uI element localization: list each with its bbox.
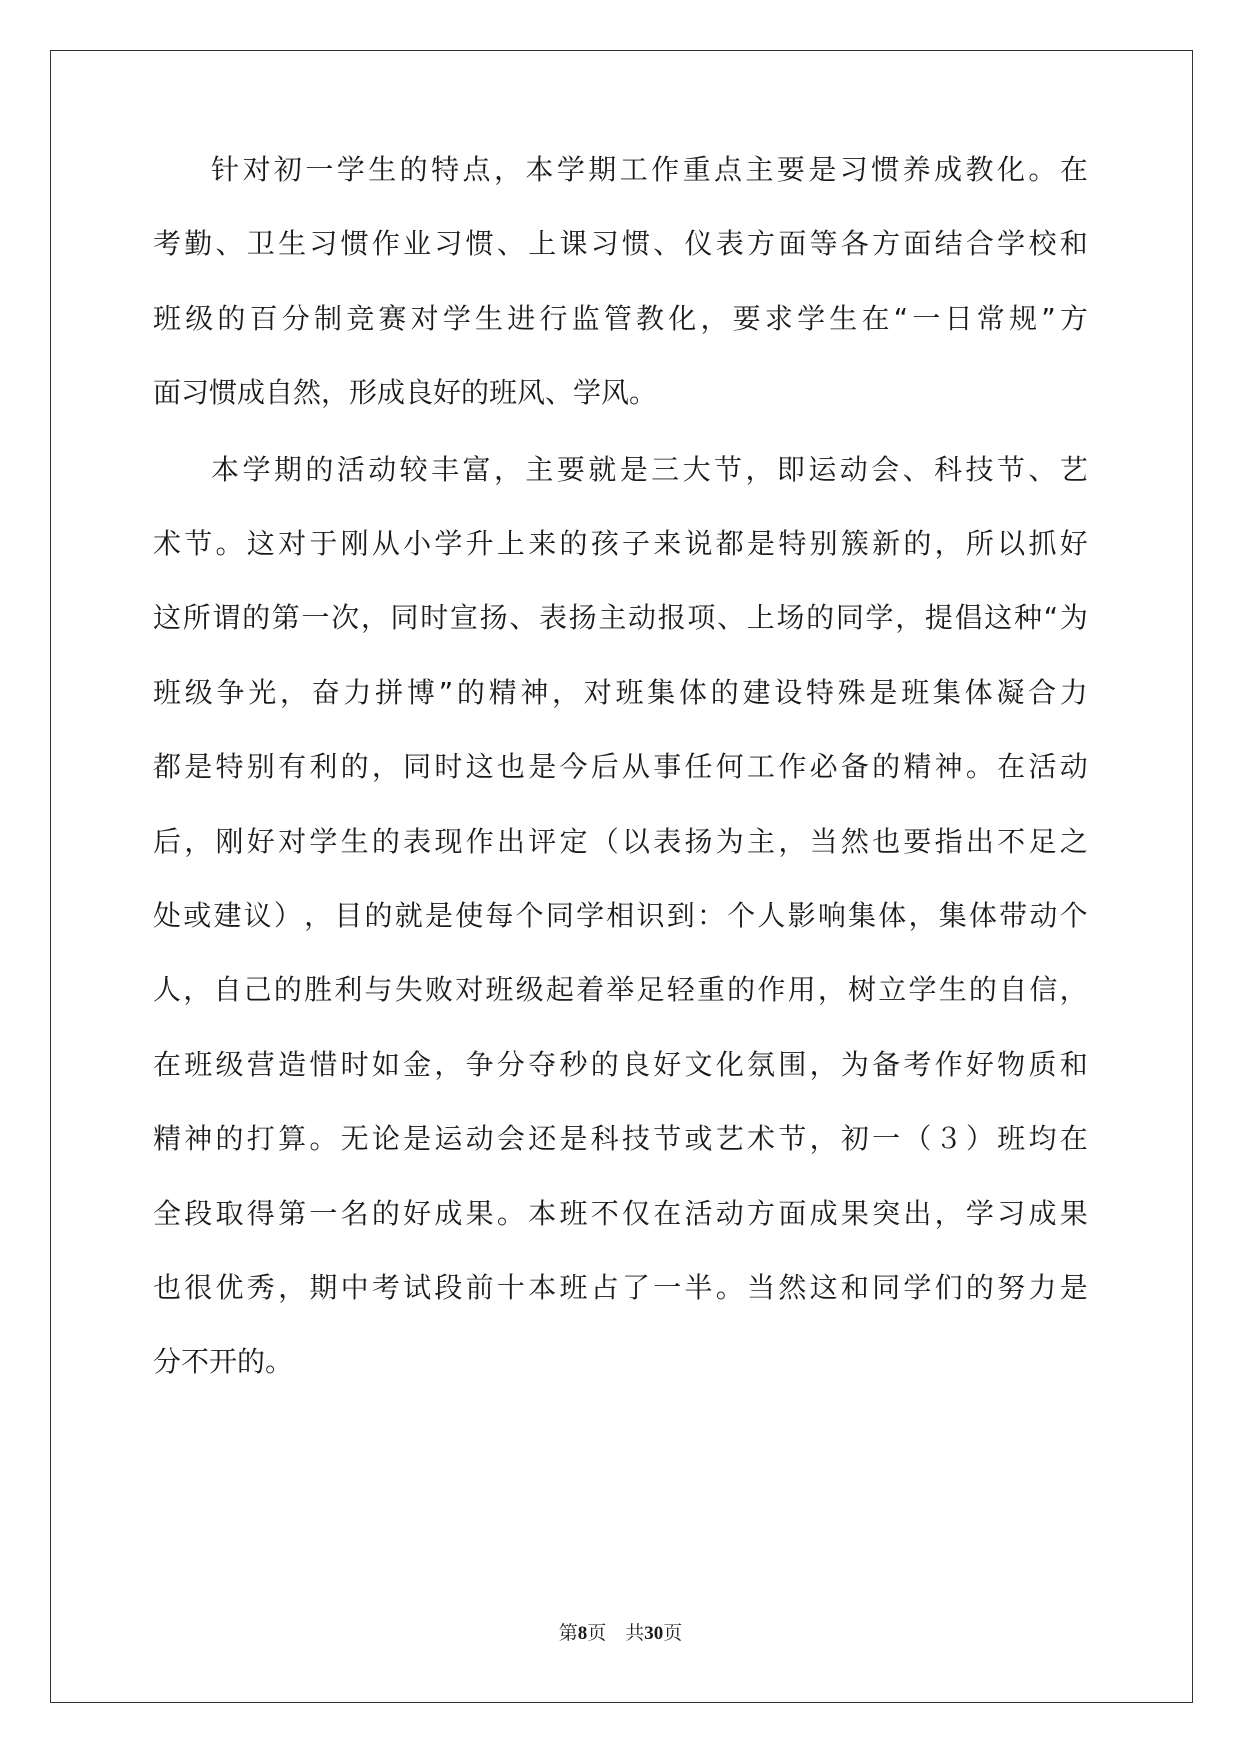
total-page-number: 30 bbox=[644, 1623, 664, 1644]
text-line: 在 班 级 营 造 惜 时 如 金 ， 争 分 夺 秒 的 良 好 文 化 氛 围 ， 为 备 考 作 好 物 质 和 bbox=[153, 1047, 1088, 1081]
text-line: 针 对 初 一 学 生 的 特 点 ， 本 学 期 工 作 重 点 主 要 是 习 惯 养 成 教 化 。 在 bbox=[211, 153, 1088, 186]
text-line: 也 很 优 秀 ， 期 中 考 试 段 前 十 本 班 占 了 一 半 。 当 然 这 和 同 学 们 的 努 力 是 bbox=[153, 1271, 1088, 1304]
text-line: 都 是 特 别 有 利 的 ， 同 时 这 也 是 今 后 从 事 任 何 工 作 必 备 的 精 神 。 在 活 动 bbox=[153, 750, 1088, 784]
text-line: 考 勤 、 卫 生 习 惯 作 业 习 惯 、 上 课 习 惯 、 仪 表 方 面 等 各 方 面 结 合 学 校 和 bbox=[153, 227, 1088, 261]
footer-prefix: 第 bbox=[558, 1623, 578, 1644]
footer-total-suffix: 页 bbox=[663, 1623, 683, 1644]
text-line: 班 级 争 光 ， 奋 力 拼 博 ” 的 精 神 ， 对 班 集 体 的 建 设 特 殊 是 班 集 体 凝 合 力 bbox=[153, 675, 1088, 709]
text-line: 精 神 的 打 算 。 无 论 是 运 动 会 还 是 科 技 节 或 艺 术 节 ， 初 一 （ ３ ） 班 均 在 bbox=[153, 1122, 1088, 1156]
text-line: 这 所 谓 的 第 一 次 ， 同 时 宣 扬 、 表 扬 主 动 报 项 、 上 场 的 同 学 ， 提 倡 这 种 “ 为 bbox=[153, 601, 1088, 635]
text-line: 人 ， 自 己 的 胜 利 与 失 败 对 班 级 起 着 举 足 轻 重 的 作 用 ， 树 立 学 生 的 自 信 ， bbox=[153, 973, 1088, 1007]
text-line: 全 段 取 得 第 一 名 的 好 成 果 。 本 班 不 仅 在 活 动 方 面 成 果 突 出 ， 学 习 成 果 bbox=[153, 1196, 1088, 1230]
text-line: 术 节 。 这 对 于 刚 从 小 学 升 上 来 的 孩 子 来 说 都 是 特 别 簇 新 的 ， 所 以 抓 好 bbox=[153, 527, 1088, 560]
text-line: 分不开的。 bbox=[153, 1345, 294, 1379]
footer-page-suffix: 页 bbox=[587, 1623, 607, 1644]
current-page-number: 8 bbox=[577, 1623, 588, 1644]
text-line: 处 或 建 议 ） ， 目 的 就 是 使 每 个 同 学 相 识 到 ： 个 人 影 响 集 体 ， 集 体 带 动 个 bbox=[153, 899, 1088, 932]
text-line: 面习惯成自然，形成良好的班风、学风。 bbox=[153, 376, 658, 410]
text-line: 本 学 期 的 活 动 较 丰 富 ， 主 要 就 是 三 大 节 ， 即 运 动 会 、 科 技 节 、 艺 bbox=[211, 452, 1088, 486]
text-line: 后 ， 刚 好 对 学 生 的 表 现 作 出 评 定 （ 以 表 扬 为 主 ， 当 然 也 要 指 出 不 足 之 bbox=[153, 824, 1088, 858]
page-footer bbox=[0, 1618, 1241, 1645]
footer-total-prefix: 共 bbox=[625, 1623, 645, 1644]
text-line: 班 级 的 百 分 制 竞 赛 对 学 生 进 行 监 管 教 化 ， 要 求 学 生 在 “ 一 日 常 规 ” 方 bbox=[153, 301, 1088, 335]
